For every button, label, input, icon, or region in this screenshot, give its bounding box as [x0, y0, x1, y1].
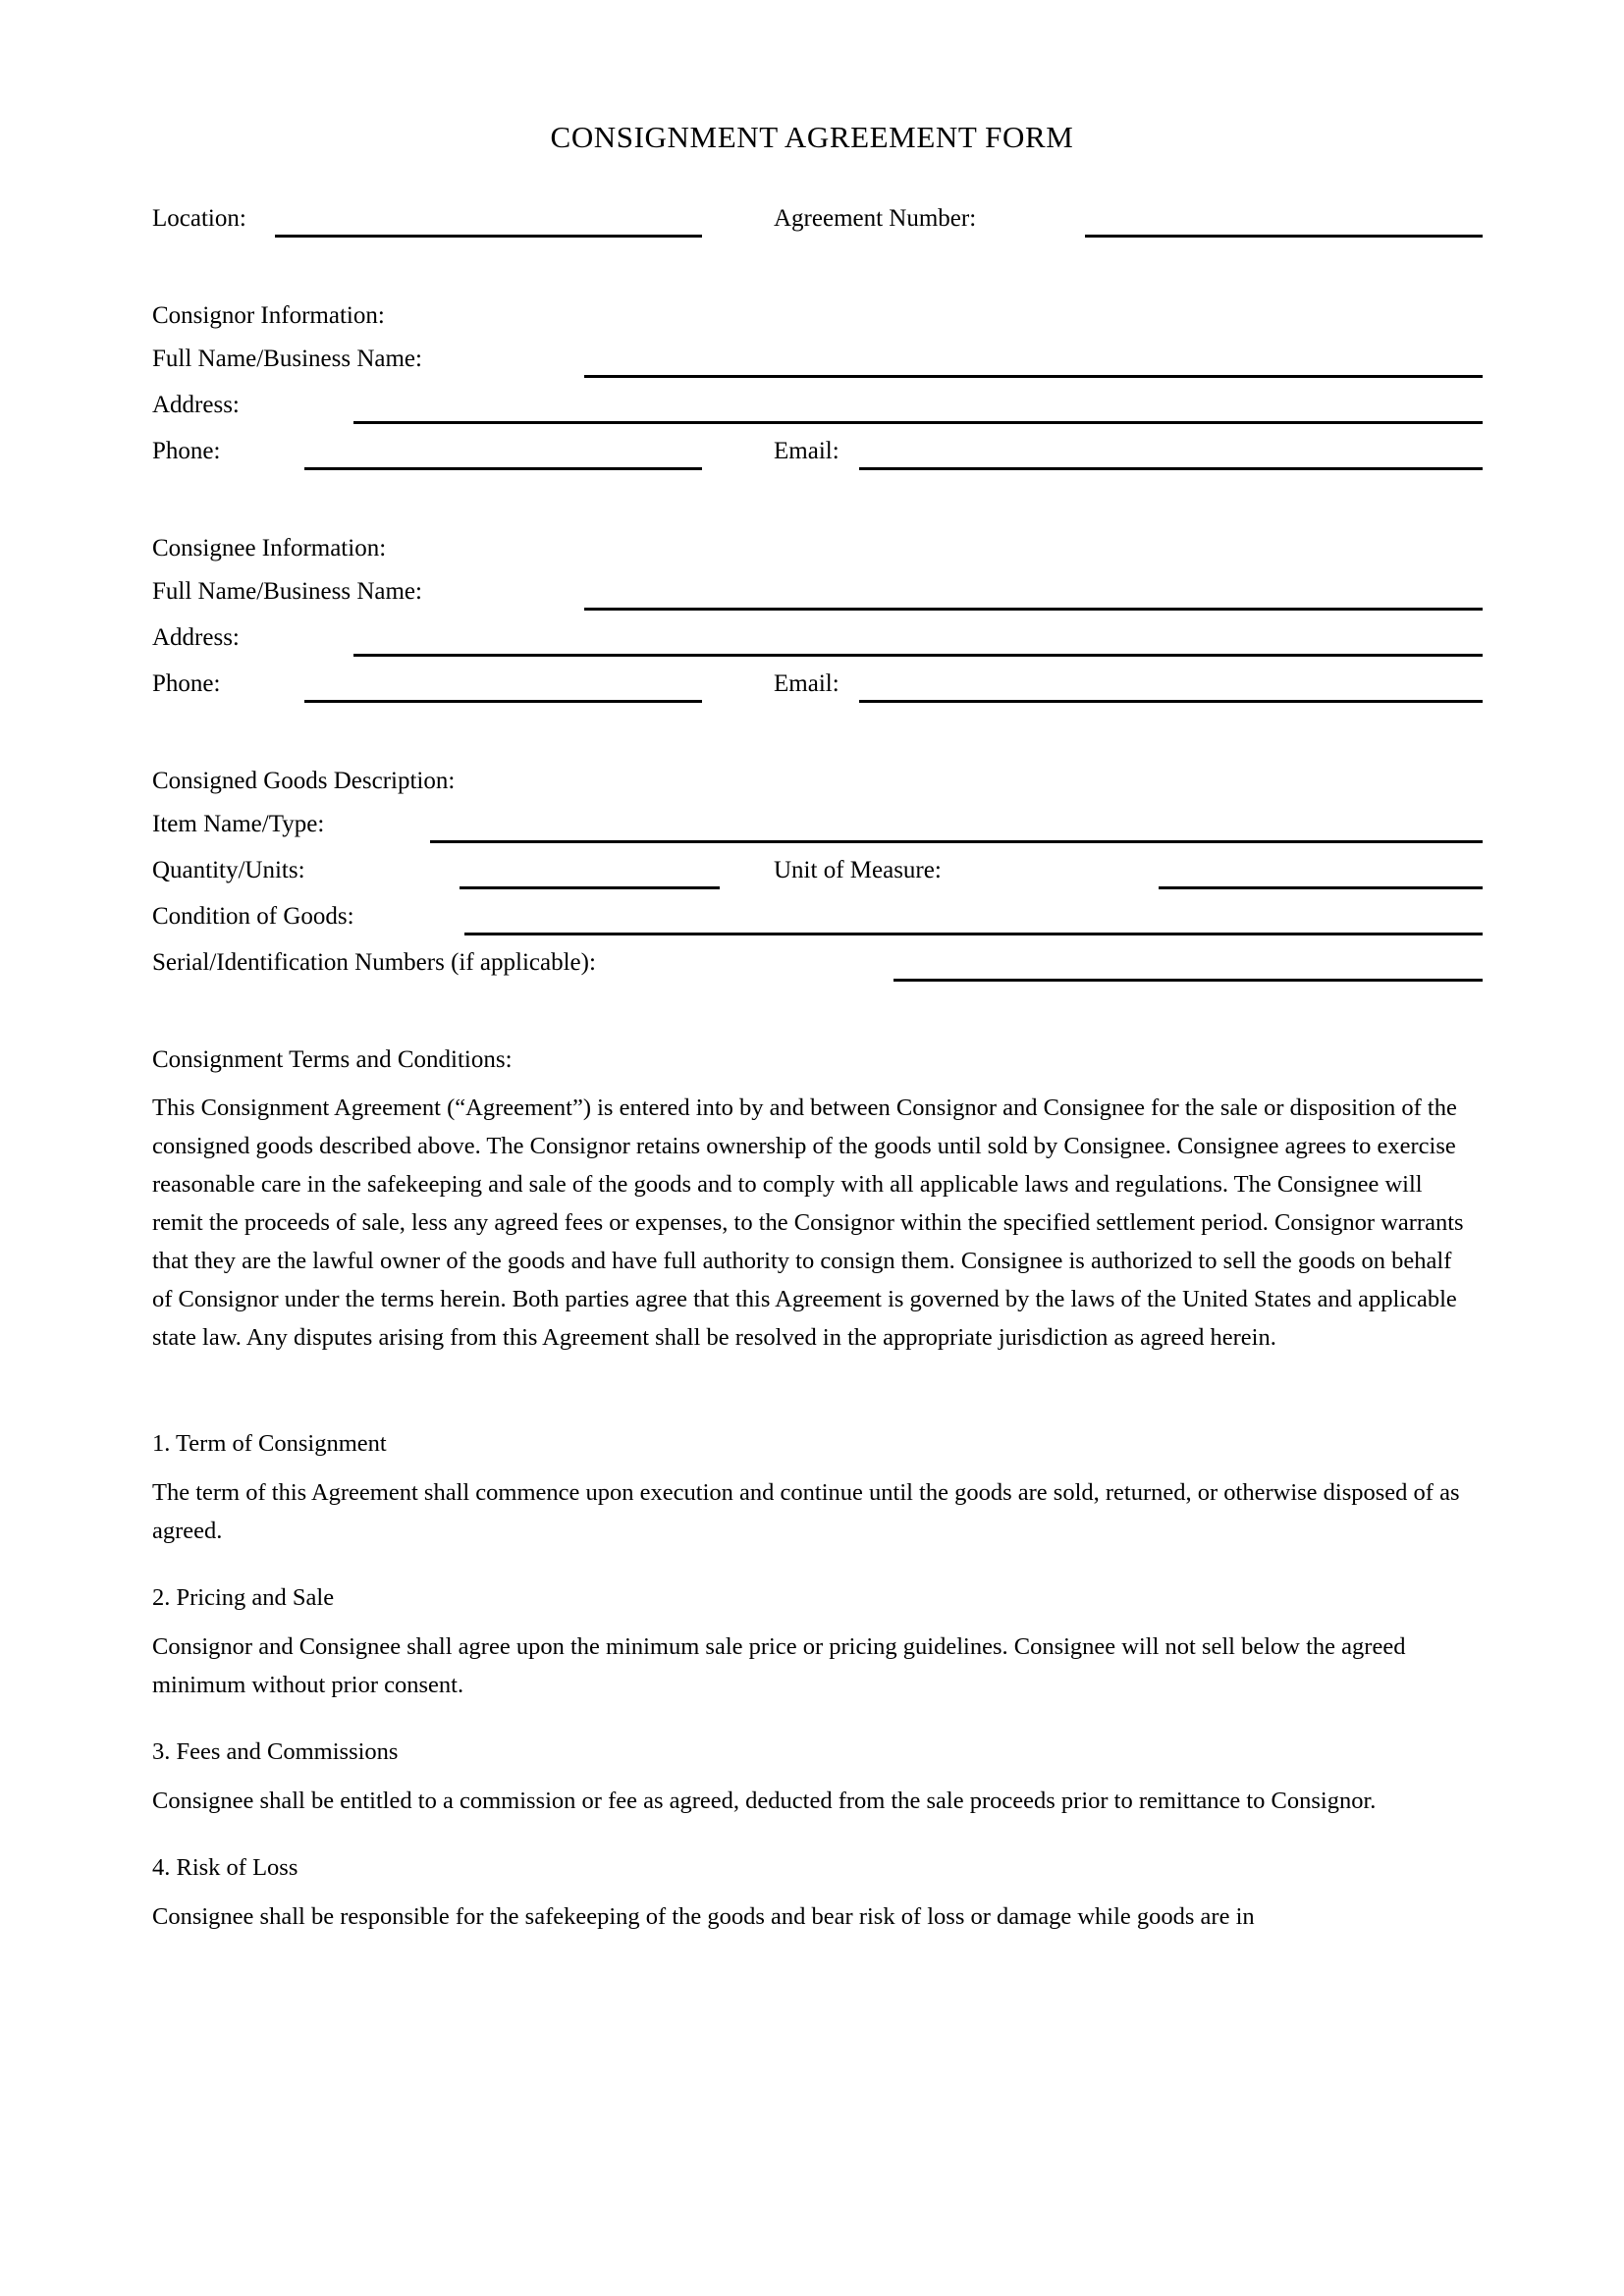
consignee-email-label: Email: — [774, 670, 839, 697]
consignee-email-input-line[interactable] — [859, 700, 1483, 703]
terms-heading: Consignment Terms and Conditions: — [152, 1046, 513, 1073]
consignor-full-name-row — [152, 345, 1483, 391]
unit-of-measure-label: Unit of Measure: — [774, 857, 942, 883]
goods-condition-row — [152, 902, 1483, 948]
consignee-full-name-row — [152, 577, 1483, 623]
consignee-phone-label: Phone: — [152, 670, 221, 697]
consignor-phone-input-line[interactable] — [304, 467, 702, 470]
clause-body-3: Consignee shall be entitled to a commission or fee as agreed, deducted from the sale proceeds prior to remittance to Consignor. — [152, 1788, 1377, 1814]
quantity-input-line[interactable] — [460, 886, 720, 889]
item-name-label: Item Name/Type: — [152, 811, 325, 837]
serial-numbers-label: Serial/Identification Numbers (if applicable): — [152, 949, 596, 976]
consignee-full-name-input-line[interactable] — [584, 608, 1483, 611]
clause-heading-1: 1. Term of Consignment — [152, 1430, 387, 1457]
consignor-contact-row — [152, 437, 1483, 483]
clause-body-2: Consignor and Consignee shall agree upon the minimum sale price or pricing guidelines. Consignee will not sell below the agreed minimum without prior consent. — [152, 1633, 1406, 1698]
consignee-contact-row — [152, 669, 1483, 716]
clause-body-1: The term of this Agreement shall commence upon execution and continue until the goods are sold, returned, or otherwise disposed of as agreed. — [152, 1479, 1460, 1544]
location-label: Location: — [152, 205, 246, 232]
consignor-address-row — [152, 391, 1483, 437]
item-name-input-line[interactable] — [430, 840, 1483, 843]
consignor-full-name-label: Full Name/Business Name: — [152, 346, 422, 372]
goods-item-name-row — [152, 810, 1483, 856]
clause-heading-4: 4. Risk of Loss — [152, 1854, 298, 1881]
location-input-line[interactable] — [275, 235, 702, 238]
consignor-address-label: Address: — [152, 392, 240, 418]
goods-quantity-row — [152, 856, 1483, 902]
consignee-full-name-label: Full Name/Business Name: — [152, 578, 422, 605]
consignor-phone-label: Phone: — [152, 438, 221, 464]
document-content — [152, 0, 1483, 1936]
clause-heading-2: 2. Pricing and Sale — [152, 1584, 335, 1611]
consignor-email-input-line[interactable] — [859, 467, 1483, 470]
condition-label: Condition of Goods: — [152, 903, 354, 930]
clause-body-4: Consignee shall be responsible for the safekeeping of the goods and bear risk of loss or damage while goods are in — [152, 1903, 1255, 1930]
agreement-number-label: Agreement Number: — [774, 205, 977, 232]
terms-paragraph: This Consignment Agreement (“Agreement”) is entered into by and between Consignor and Consignee for the sale or disposition of the consigned goods described above. The Consignor retains ownership of the goods until sold by Consignee. Consignee agrees to exercise reasonable care in the safekeeping and sale of the goods and to comply with all applicable laws and regulations. The Consignee will remit the proceeds of sale, less any agreed fees or expenses, to the Consignor within the specified settlement period. Consignor warrants that they are the lawful owner of the goods and have full authority to consign them. Consignee is authorized to sell the goods on behalf of Consignor under the terms herein. Both parties agree that this Agreement is governed by the laws of the United States and applicable state law. Any disputes arising from this Agreement shall be resolved in the appropriate jurisdiction as agreed herein. — [152, 1095, 1464, 1351]
agreement-number-input-line[interactable] — [1085, 235, 1483, 238]
serial-numbers-input-line[interactable] — [893, 979, 1483, 982]
consignor-full-name-input-line[interactable] — [584, 375, 1483, 378]
goods-serial-row — [152, 948, 1483, 994]
consignee-address-label: Address: — [152, 624, 240, 651]
consignee-address-row — [152, 623, 1483, 669]
goods-heading: Consigned Goods Description: — [152, 768, 456, 794]
clause-heading-3: 3. Fees and Commissions — [152, 1738, 399, 1765]
consignor-address-input-line[interactable] — [353, 421, 1483, 424]
page-title: CONSIGNMENT AGREEMENT FORM — [550, 120, 1074, 154]
consignee-phone-input-line[interactable] — [304, 700, 702, 703]
consignor-email-label: Email: — [774, 438, 839, 464]
header-field-row — [152, 204, 1483, 250]
consignee-heading: Consignee Information: — [152, 535, 387, 561]
unit-of-measure-input-line[interactable] — [1159, 886, 1483, 889]
consignee-address-input-line[interactable] — [353, 654, 1483, 657]
condition-input-line[interactable] — [464, 933, 1483, 935]
quantity-label: Quantity/Units: — [152, 857, 305, 883]
consignor-heading: Consignor Information: — [152, 302, 385, 329]
